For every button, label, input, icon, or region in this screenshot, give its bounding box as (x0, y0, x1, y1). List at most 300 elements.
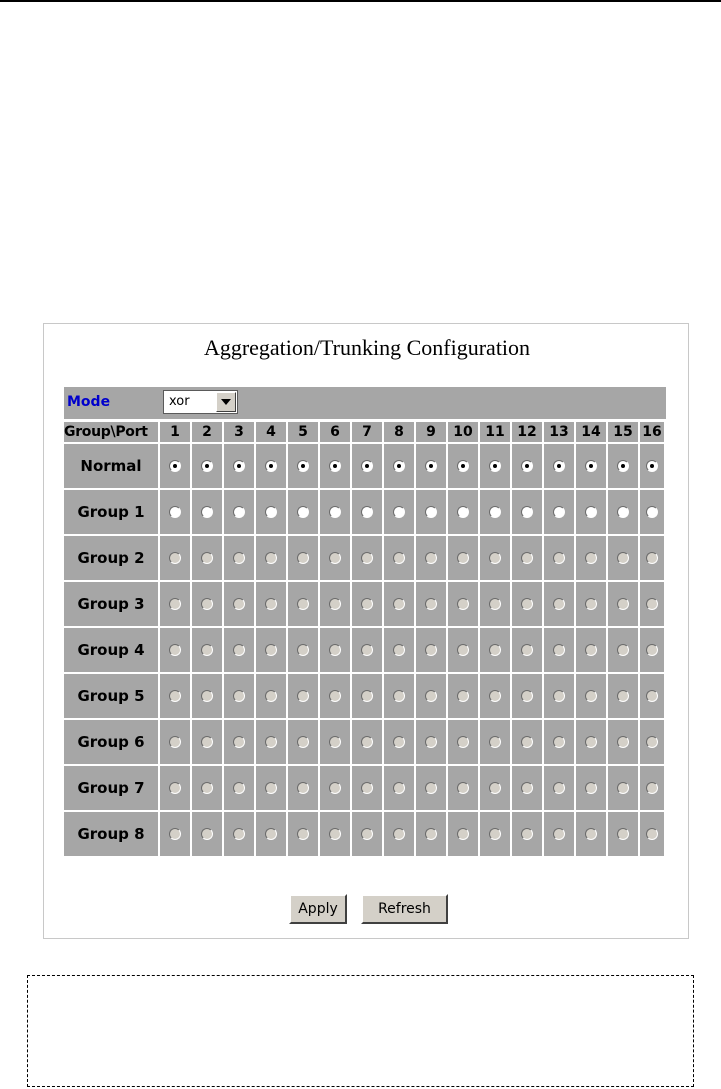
radio-cell (384, 812, 416, 858)
radio-button[interactable] (297, 460, 309, 472)
radio-button[interactable] (457, 460, 469, 472)
radio-cell (320, 674, 352, 720)
radio-button (169, 644, 181, 656)
row-label: Normal (64, 444, 160, 490)
radio-cell (352, 674, 384, 720)
refresh-button[interactable]: Refresh (361, 894, 448, 924)
radio-button (553, 828, 565, 840)
table-row (64, 444, 666, 490)
radio-cell (576, 812, 608, 858)
radio-cell (480, 444, 512, 490)
radio-button (585, 598, 597, 610)
radio-button[interactable] (297, 506, 309, 518)
radio-button[interactable] (169, 506, 181, 518)
radio-button (201, 828, 213, 840)
radio-cell (576, 444, 608, 490)
apply-button[interactable]: Apply (289, 894, 347, 924)
radio-cell (352, 444, 384, 490)
radio-cell (192, 628, 224, 674)
radio-cell (608, 582, 640, 628)
radio-cell (352, 766, 384, 812)
radio-button (617, 690, 629, 702)
radio-cell (352, 720, 384, 766)
radio-button (201, 736, 213, 748)
radio-button (393, 828, 405, 840)
radio-cell (448, 812, 480, 858)
row-label: Group 1 (64, 490, 160, 536)
radio-button (169, 782, 181, 794)
radio-button (265, 644, 277, 656)
radio-button (169, 552, 181, 564)
radio-cell (544, 812, 576, 858)
radio-button (233, 552, 245, 564)
radio-button (201, 644, 213, 656)
port-header-1: 1 (160, 422, 192, 444)
radio-cell (416, 490, 448, 536)
radio-cell (576, 766, 608, 812)
radio-cell (224, 720, 256, 766)
port-header-10: 10 (448, 422, 480, 444)
radio-cell (448, 490, 480, 536)
radio-button[interactable] (521, 460, 533, 472)
radio-cell (320, 628, 352, 674)
radio-button (489, 828, 501, 840)
radio-button (646, 598, 658, 610)
radio-button (489, 552, 501, 564)
radio-button (361, 644, 373, 656)
radio-cell (448, 720, 480, 766)
radio-cell (256, 766, 288, 812)
radio-button (329, 828, 341, 840)
radio-cell (512, 674, 544, 720)
radio-button (553, 782, 565, 794)
radio-button (617, 782, 629, 794)
radio-button (521, 690, 533, 702)
radio-cell (224, 536, 256, 582)
radio-cell (224, 490, 256, 536)
radio-cell (640, 536, 666, 582)
port-header-4: 4 (256, 422, 288, 444)
radio-button (233, 828, 245, 840)
radio-cell (160, 490, 192, 536)
table-row (64, 674, 666, 720)
radio-button[interactable] (169, 460, 181, 472)
radio-cell (544, 582, 576, 628)
radio-cell (288, 582, 320, 628)
radio-button (553, 736, 565, 748)
radio-button (425, 552, 437, 564)
radio-cell (544, 628, 576, 674)
radio-cell (608, 628, 640, 674)
port-header-13: 13 (544, 422, 576, 444)
radio-button (521, 552, 533, 564)
radio-cell (480, 582, 512, 628)
radio-cell (544, 444, 576, 490)
radio-cell (288, 490, 320, 536)
port-header-3: 3 (224, 422, 256, 444)
page-title: Aggregation/Trunking Configuration (203, 335, 531, 360)
radio-cell (256, 720, 288, 766)
radio-cell (608, 444, 640, 490)
radio-button (233, 644, 245, 656)
radio-button (489, 598, 501, 610)
radio-button (617, 736, 629, 748)
radio-button[interactable] (265, 460, 277, 472)
radio-cell (224, 766, 256, 812)
radio-cell (608, 812, 640, 858)
radio-button (265, 782, 277, 794)
radio-button (457, 552, 469, 564)
radio-cell (576, 674, 608, 720)
radio-cell (416, 628, 448, 674)
radio-cell (288, 628, 320, 674)
radio-cell (288, 812, 320, 858)
radio-button (201, 552, 213, 564)
radio-button[interactable] (361, 460, 373, 472)
radio-cell (640, 766, 666, 812)
radio-button (489, 690, 501, 702)
radio-button (297, 690, 309, 702)
radio-cell (384, 766, 416, 812)
radio-cell (160, 444, 192, 490)
radio-cell (640, 812, 666, 858)
radio-cell (448, 766, 480, 812)
radio-button (617, 598, 629, 610)
radio-cell (192, 536, 224, 582)
radio-cell (160, 582, 192, 628)
radio-cell (192, 766, 224, 812)
radio-cell (640, 628, 666, 674)
radio-button (265, 736, 277, 748)
radio-button[interactable] (425, 460, 437, 472)
radio-cell (608, 720, 640, 766)
radio-cell (576, 720, 608, 766)
mode-select[interactable] (163, 390, 238, 414)
radio-button (361, 598, 373, 610)
radio-button[interactable] (553, 460, 565, 472)
radio-cell (512, 766, 544, 812)
radio-button (297, 736, 309, 748)
radio-button (297, 782, 309, 794)
port-header-8: 8 (384, 422, 416, 444)
port-header-12: 12 (512, 422, 544, 444)
radio-cell (256, 628, 288, 674)
radio-button (585, 782, 597, 794)
radio-cell (352, 490, 384, 536)
radio-button (329, 644, 341, 656)
port-header-6: 6 (320, 422, 352, 444)
radio-button (297, 644, 309, 656)
radio-cell (640, 490, 666, 536)
radio-button (297, 598, 309, 610)
radio-button (646, 552, 658, 564)
radio-button (585, 644, 597, 656)
grid-body (64, 444, 666, 858)
radio-button[interactable] (361, 506, 373, 518)
radio-button[interactable] (489, 460, 501, 472)
radio-cell (320, 812, 352, 858)
radio-button (329, 736, 341, 748)
radio-button (169, 598, 181, 610)
radio-button (646, 828, 658, 840)
radio-cell (320, 536, 352, 582)
radio-button (553, 552, 565, 564)
radio-button (169, 690, 181, 702)
radio-cell (256, 674, 288, 720)
radio-button (553, 598, 565, 610)
radio-button[interactable] (646, 460, 658, 472)
radio-button[interactable] (329, 506, 341, 518)
radio-cell (416, 812, 448, 858)
radio-cell (384, 490, 416, 536)
radio-cell (320, 582, 352, 628)
radio-button (361, 736, 373, 748)
radio-cell (160, 628, 192, 674)
radio-cell (256, 582, 288, 628)
radio-cell (544, 536, 576, 582)
radio-button (585, 828, 597, 840)
row-label: Group 7 (64, 766, 160, 812)
radio-button (425, 644, 437, 656)
radio-button[interactable] (393, 506, 405, 518)
radio-cell (160, 766, 192, 812)
radio-cell (512, 536, 544, 582)
radio-cell (224, 812, 256, 858)
radio-button (265, 690, 277, 702)
radio-cell (448, 536, 480, 582)
radio-cell (416, 444, 448, 490)
radio-cell (640, 444, 666, 490)
radio-button[interactable] (201, 506, 213, 518)
radio-button[interactable] (393, 460, 405, 472)
radio-cell (192, 490, 224, 536)
radio-button[interactable] (617, 460, 629, 472)
note-box (27, 975, 694, 1087)
trunk-grid (64, 422, 666, 858)
table-row (64, 766, 666, 812)
radio-cell (192, 674, 224, 720)
radio-button[interactable] (329, 460, 341, 472)
radio-button (265, 598, 277, 610)
radio-button[interactable] (265, 506, 277, 518)
port-header-14: 14 (576, 422, 608, 444)
radio-button (521, 736, 533, 748)
row-label: Group 4 (64, 628, 160, 674)
radio-button (617, 828, 629, 840)
radio-cell (608, 536, 640, 582)
radio-cell (160, 536, 192, 582)
table-row (64, 490, 666, 536)
radio-cell (160, 720, 192, 766)
radio-button[interactable] (617, 506, 629, 518)
radio-cell (288, 720, 320, 766)
radio-button (553, 690, 565, 702)
radio-button (233, 736, 245, 748)
radio-button (553, 644, 565, 656)
radio-button (361, 782, 373, 794)
chevron-down-icon[interactable] (216, 392, 236, 412)
radio-button[interactable] (553, 506, 565, 518)
port-header-7: 7 (352, 422, 384, 444)
radio-cell (320, 490, 352, 536)
radio-cell (544, 720, 576, 766)
radio-cell (480, 536, 512, 582)
table-row (64, 812, 666, 858)
row-label: Group 5 (64, 674, 160, 720)
radio-cell (192, 720, 224, 766)
radio-cell (256, 490, 288, 536)
port-header-11: 11 (480, 422, 512, 444)
radio-cell (160, 674, 192, 720)
table-row (64, 720, 666, 766)
radio-button (646, 782, 658, 794)
radio-button (393, 690, 405, 702)
radio-button (457, 598, 469, 610)
radio-button[interactable] (489, 506, 501, 518)
radio-cell (192, 582, 224, 628)
radio-cell (608, 766, 640, 812)
radio-cell (448, 674, 480, 720)
radio-cell (384, 582, 416, 628)
mode-bar (64, 387, 666, 419)
radio-cell (224, 582, 256, 628)
row-label: Group 2 (64, 536, 160, 582)
radio-button[interactable] (646, 506, 658, 518)
row-label: Group 3 (64, 582, 160, 628)
radio-cell (416, 582, 448, 628)
radio-cell (480, 628, 512, 674)
radio-button (521, 598, 533, 610)
radio-button (457, 736, 469, 748)
radio-cell (512, 720, 544, 766)
radio-button (233, 598, 245, 610)
top-rule (0, 0, 721, 2)
table-row (64, 628, 666, 674)
radio-cell (256, 536, 288, 582)
radio-button (393, 552, 405, 564)
radio-cell (576, 628, 608, 674)
radio-cell (480, 812, 512, 858)
radio-cell (480, 720, 512, 766)
port-header-9: 9 (416, 422, 448, 444)
radio-button (393, 736, 405, 748)
radio-button (329, 598, 341, 610)
radio-cell (384, 628, 416, 674)
port-header-15: 15 (608, 422, 640, 444)
radio-cell (512, 444, 544, 490)
radio-button[interactable] (233, 506, 245, 518)
radio-button (521, 828, 533, 840)
radio-cell (352, 536, 384, 582)
radio-cell (544, 674, 576, 720)
radio-button[interactable] (521, 506, 533, 518)
radio-button (585, 690, 597, 702)
radio-button (489, 782, 501, 794)
radio-cell (512, 812, 544, 858)
radio-cell (256, 812, 288, 858)
radio-cell (608, 674, 640, 720)
radio-button (265, 828, 277, 840)
radio-button (329, 782, 341, 794)
radio-button (265, 552, 277, 564)
radio-cell (160, 812, 192, 858)
radio-button (646, 644, 658, 656)
radio-cell (288, 444, 320, 490)
radio-button[interactable] (457, 506, 469, 518)
radio-cell (640, 674, 666, 720)
corner-header: Group\Port (64, 422, 160, 444)
radio-button[interactable] (233, 460, 245, 472)
header-row (64, 422, 666, 444)
radio-cell (352, 628, 384, 674)
radio-cell (224, 674, 256, 720)
port-header-16: 16 (640, 422, 666, 444)
radio-cell (288, 536, 320, 582)
mode-label: Mode (67, 394, 111, 410)
radio-cell (512, 628, 544, 674)
mode-select-value: xor (169, 394, 190, 409)
radio-button (585, 736, 597, 748)
radio-button (361, 828, 373, 840)
radio-cell (576, 582, 608, 628)
radio-button (201, 690, 213, 702)
radio-cell (544, 766, 576, 812)
radio-cell (256, 444, 288, 490)
radio-button (489, 736, 501, 748)
table-row (64, 536, 666, 582)
radio-cell (416, 720, 448, 766)
radio-button (297, 828, 309, 840)
radio-cell (480, 490, 512, 536)
radio-cell (288, 674, 320, 720)
row-label: Group 8 (64, 812, 160, 858)
radio-cell (416, 674, 448, 720)
table-row (64, 582, 666, 628)
radio-button (617, 644, 629, 656)
radio-cell (320, 720, 352, 766)
radio-cell (448, 444, 480, 490)
radio-button (425, 736, 437, 748)
radio-cell (224, 444, 256, 490)
radio-cell (224, 628, 256, 674)
radio-cell (192, 444, 224, 490)
radio-button (457, 644, 469, 656)
radio-cell (384, 444, 416, 490)
radio-cell (544, 490, 576, 536)
radio-button (329, 552, 341, 564)
radio-cell (576, 536, 608, 582)
radio-button (361, 690, 373, 702)
radio-cell (448, 628, 480, 674)
radio-cell (352, 582, 384, 628)
radio-button[interactable] (201, 460, 213, 472)
radio-button (489, 644, 501, 656)
radio-button (457, 690, 469, 702)
radio-button (425, 828, 437, 840)
radio-button (201, 782, 213, 794)
radio-button (233, 782, 245, 794)
radio-button[interactable] (425, 506, 437, 518)
radio-button (521, 644, 533, 656)
radio-button (169, 828, 181, 840)
radio-button[interactable] (585, 460, 597, 472)
radio-button (297, 552, 309, 564)
radio-button[interactable] (585, 506, 597, 518)
radio-cell (384, 674, 416, 720)
radio-cell (352, 812, 384, 858)
radio-cell (416, 766, 448, 812)
radio-button (617, 552, 629, 564)
